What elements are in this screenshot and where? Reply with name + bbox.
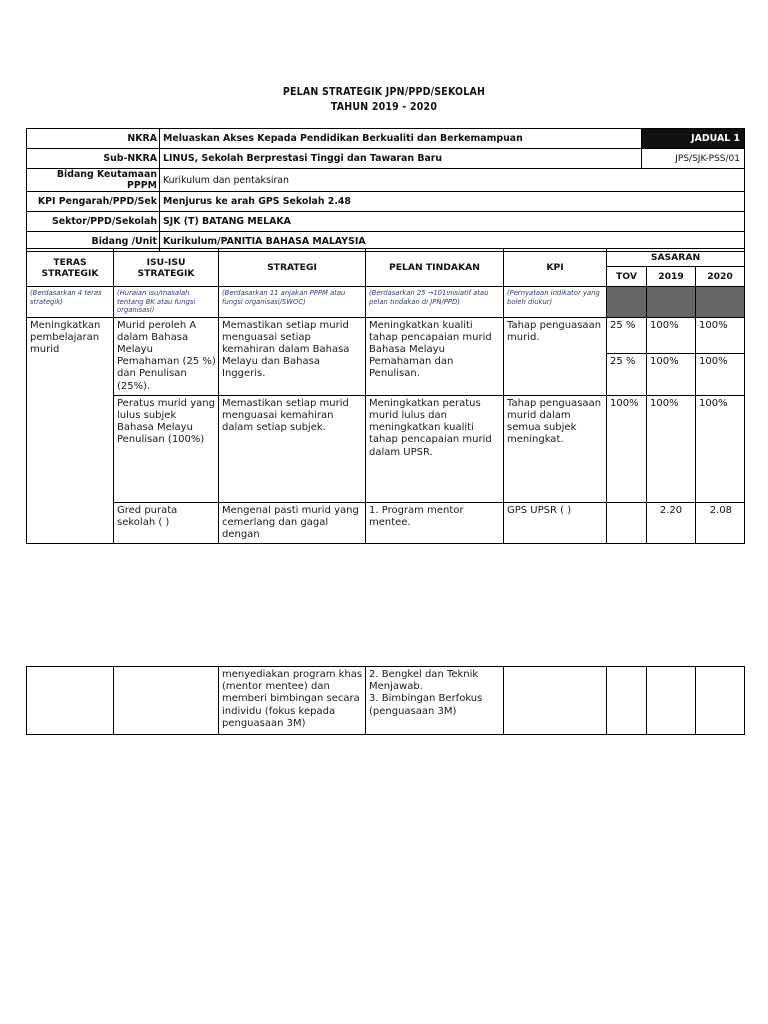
isu-cell-1: Murid peroleh A dalam Bahasa Melayu Pemahaman (25 %) dan Penulisan (25%). [114,317,219,395]
sektor-value: SJK (T) BATANG MELAKA [160,212,745,232]
header-tov: TOV [607,267,647,287]
teras-cell: Meningkatkan pembelajaran murid [27,317,114,544]
tov-cell-1a: 25 % [607,317,647,353]
header-sasaran: SASARAN [607,249,745,267]
cont-strategi-cell: menyediakan program khas (mentor mentee) dan memberi bimbingan secara individu (fokus kepada penguasaan 3M) [219,667,366,735]
nkra-value: Meluaskan Akses Kepada Pendidikan Berkualiti dan Berkemampuan [160,129,642,149]
note-teras: (Berdasarkan 4 teras strategik) [27,287,114,318]
y2019-cell-3: 2.20 [647,502,696,544]
tov-cell-3 [607,502,647,544]
table-row [27,667,745,735]
table-row [27,395,745,502]
cont-isu-cell [114,667,219,735]
note-2019-shaded [647,287,696,318]
notes-row [27,287,745,318]
info-table [26,128,745,252]
header-kpi: KPI [504,249,607,287]
strategi-cell-1: Memastikan setiap murid menguasai setiap kemahiran dalam Bahasa Melayu dan Bahasa Inggeris. [219,317,366,395]
y2019-cell-2: 100% [647,395,696,502]
bidang-unit-value: Kurikulum/PANITIA BAHASA MALAYSIA [160,232,745,252]
y2020-cell-1b: 100% [696,353,745,395]
isu-cell-3: Gred purata sekolah ( ) [114,502,219,544]
tov-cell-2: 100% [607,395,647,502]
subnkra-value: LINUS, Sekolah Berprestasi Tinggi dan Tawaran Baru [160,149,642,169]
table-row [27,502,745,544]
note-isu: (Huraian isu/masalah tentang BK atau fungsi organisasi) [114,287,219,318]
y2019-cell-1a: 100% [647,317,696,353]
cont-tov-cell [607,667,647,735]
note-tov-shaded [607,287,647,318]
cont-pelan-cell [366,667,504,735]
cont-2019-cell [647,667,696,735]
info-row-nkra [27,129,745,149]
pelan-cell-3: 1. Program mentor mentee. [366,502,504,544]
info-row-subnkra [27,149,745,169]
table-row [27,317,745,353]
note-strategi: (Berdasarkan 11 anjakan PPPM atau fungsi organisasi/SWOC) [219,287,366,318]
subnkra-label: Sub-NKRA [27,149,160,169]
pelan-cell-2: Meningkatkan peratus murid lulus dan meningkatkan kualiti tahap pencapaian murid dalam UPSR. [366,395,504,502]
bidang-keutamaan-label: Bidang Keutamaan PPPM [27,169,160,192]
kpi-pengarah-value: Menjurus ke arah GPS Sekolah 2.48 [160,192,745,212]
strategi-cell-2: Memastikan setiap murid menguasai kemahiran dalam setiap subjek. [219,395,366,502]
header-pelan: PELAN TINDAKAN [366,249,504,287]
note-kpi: (Pernyataan indikator yang boleh diukur) [504,287,607,318]
kpi-cell-2: Tahap penguasaan murid dalam semua subjek meningkat. [504,395,607,502]
document-title: PELAN STRATEGIK JPN/PPD/SEKOLAH [282,86,486,98]
pelan-item-3: 3. Bimbingan Berfokus (penguasaan 3M) [369,693,483,717]
header-2019: 2019 [647,267,696,287]
document-subtitle: TAHUN 2019 - 2020 [330,101,438,113]
pelan-cell-1: Meningkatkan kualiti tahap pencapaian murid Bahasa Melayu Pemahaman dan Penulisan. [366,317,504,395]
note-pelan: (Berdasarkan 25 →101inisiatif atau pelan tindakan di JPN/PPD) [366,287,504,318]
y2020-cell-2: 100% [696,395,745,502]
header-row-1 [27,249,745,267]
bidang-keutamaan-value: Kurikulum dan pentaksiran [160,169,745,192]
sektor-label: Sektor/PPD/Sekolah [27,212,160,232]
cont-teras-cell [27,667,114,735]
strategi-cell-3: Mengenal pasti murid yang cemerlang dan gagal dengan [219,502,366,544]
note-2020-shaded [696,287,745,318]
nkra-label: NKRA [27,129,160,149]
kpi-pengarah-label: KPI Pengarah/PPD/Sek [27,192,160,212]
header-strategi: STRATEGI [219,249,366,287]
info-row-bidang-keutamaan [27,169,745,192]
continuation-table [26,666,745,735]
cont-2020-cell [696,667,745,735]
bidang-unit-label: Bidang /Unit [27,232,160,252]
y2020-cell-3: 2.08 [696,502,745,544]
y2019-cell-1b: 100% [647,353,696,395]
kpi-cell-1: Tahap penguasaan murid. [504,317,607,395]
header-isu: ISU-ISU STRATEGIK [114,249,219,287]
document-code: JPS/SJK-PSS/01 [642,149,745,169]
info-row-sektor [27,212,745,232]
strategic-plan-table [26,248,745,544]
y2020-cell-1a: 100% [696,317,745,353]
jadual-badge: JADUAL 1 [642,129,745,149]
isu-cell-2: Peratus murid yang lulus subjek Bahasa Melayu Penulisan (100%) [114,395,219,502]
tov-cell-1b: 25 % [607,353,647,395]
header-2020: 2020 [696,267,745,287]
kpi-cell-3: GPS UPSR ( ) [504,502,607,544]
header-teras: TERAS STRATEGIK [27,249,114,287]
pelan-item-2: 2. Bengkel dan Teknik Menjawab. [369,669,479,693]
cont-kpi-cell [504,667,607,735]
info-row-kpi [27,192,745,212]
